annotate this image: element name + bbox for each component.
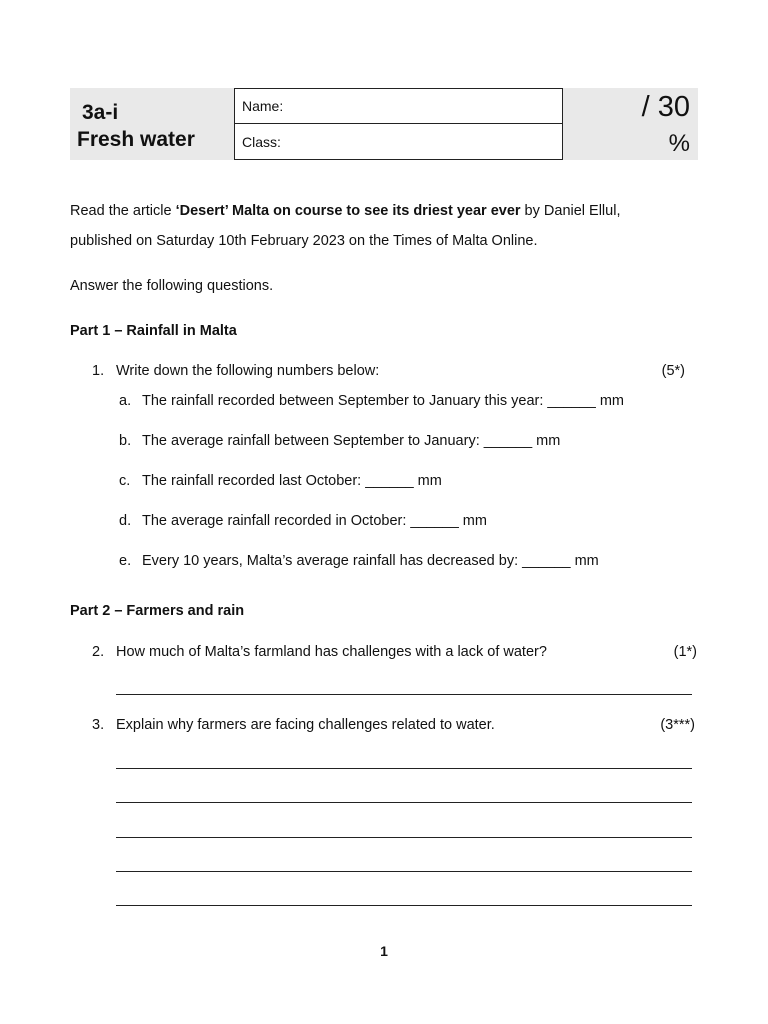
question-2-number: 2. xyxy=(92,644,105,660)
question-1-text: Write down the following numbers below: xyxy=(116,363,380,379)
intro-suffix: by Daniel Ellul, xyxy=(520,203,621,219)
part-2-title: Part 2 – Farmers and rain xyxy=(70,603,245,619)
answer-line[interactable] xyxy=(116,802,692,803)
question-1e-label: e. xyxy=(119,553,132,569)
class-field[interactable] xyxy=(235,124,562,159)
instruction: Answer the following questions. xyxy=(70,278,274,294)
question-1c-label: c. xyxy=(119,473,131,489)
part-1-title: Part 1 – Rainfall in Malta xyxy=(70,323,237,339)
question-1-number: 1. xyxy=(92,363,105,379)
question-2-marks: (1*) xyxy=(673,644,697,660)
question-3-marks: (3***) xyxy=(660,717,695,733)
worksheet-code: 3a-i xyxy=(82,101,119,124)
worksheet-header xyxy=(70,88,698,160)
question-1-marks: (5*) xyxy=(661,363,685,379)
question-3-text: Explain why farmers are facing challenges related to water. xyxy=(116,717,495,733)
answer-line[interactable] xyxy=(116,694,692,695)
student-details-box xyxy=(234,88,563,160)
answer-line[interactable] xyxy=(116,768,692,769)
intro-line-1 xyxy=(70,201,620,221)
class-label: Class: xyxy=(242,134,281,150)
question-1d-text: The average rainfall recorded in October: ______ mm xyxy=(142,513,487,529)
intro-line-2: published on Saturday 10th February 2023 on the Times of Malta Online. xyxy=(70,233,538,249)
name-field[interactable] xyxy=(235,89,562,124)
question-1b-text: The average rainfall between September to January: ______ mm xyxy=(142,433,561,449)
question-1c-text: The rainfall recorded last October: ______ mm xyxy=(142,473,442,489)
question-2-text: How much of Malta’s farmland has challenges with a lack of water? xyxy=(116,644,547,660)
intro-prefix: Read the article xyxy=(70,203,176,219)
question-1b-label: b. xyxy=(119,433,132,449)
question-1d-label: d. xyxy=(119,513,132,529)
worksheet-topic: Fresh water xyxy=(77,128,195,151)
answer-line[interactable] xyxy=(116,871,692,872)
score-percent: % xyxy=(668,130,690,157)
score-total: / 30 xyxy=(641,91,690,123)
page-number: 1 xyxy=(380,943,388,959)
question-1a-text: The rainfall recorded between September to January this year: ______ mm xyxy=(142,393,624,409)
name-label: Name: xyxy=(242,98,284,114)
answer-line[interactable] xyxy=(116,905,692,906)
answer-line[interactable] xyxy=(116,837,692,838)
question-3-number: 3. xyxy=(92,717,105,733)
article-title: ‘Desert’ Malta on course to see its driest year ever xyxy=(175,203,521,219)
question-1a-label: a. xyxy=(119,393,132,409)
question-1e-text: Every 10 years, Malta’s average rainfall has decreased by: ______ mm xyxy=(142,553,599,569)
